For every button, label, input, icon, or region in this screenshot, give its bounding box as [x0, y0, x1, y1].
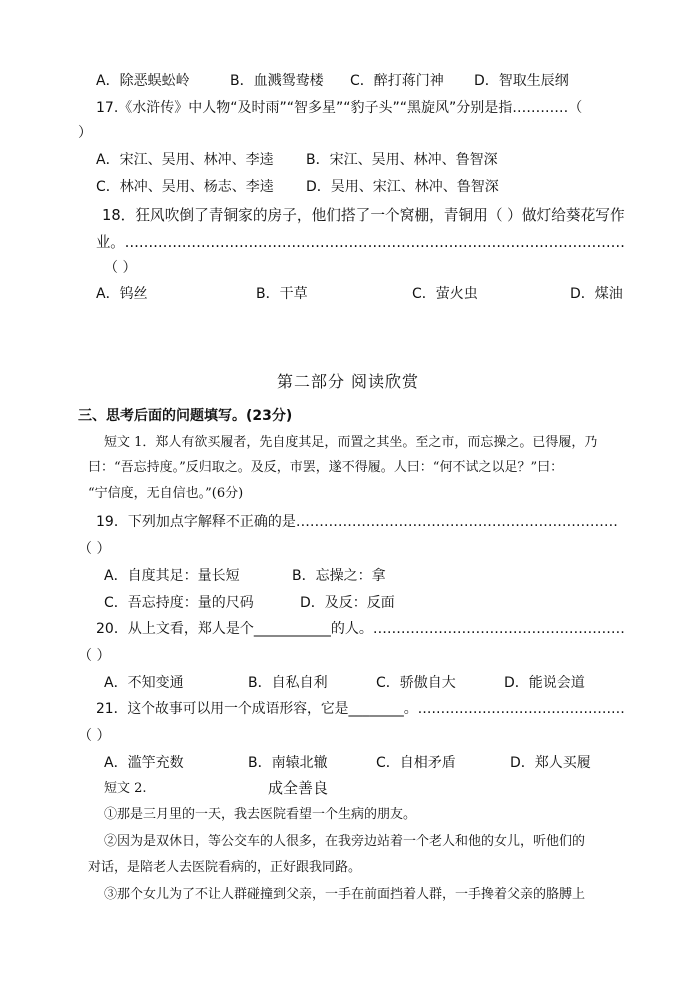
q20-option-b: B．自私自利	[248, 675, 328, 691]
q17-option-b: B．宋江、吴用、林冲、鲁智深	[306, 152, 498, 168]
q18-answer-blank: （ ）	[104, 260, 137, 276]
q19-option-d: D．及反：反面	[300, 595, 395, 611]
q19-option-a: A．自度其足：量长短	[104, 568, 240, 584]
passage1-line1: 短文 1．郑人有欲买履者，先自度其足，而置之其坐。至之市，而忘操之。已得履，乃	[104, 435, 598, 450]
q21-stem: 21．这个故事可以用一个成语形容，它是________。………………………………………	[96, 701, 625, 717]
passage1-line2: 曰：“吾忘持度。”反归取之。及反，市罢，遂不得履。人曰：“何不试之以足？”曰：	[88, 460, 564, 475]
passage2-paragraph3-line1: ③那个女儿为了不让人群碰撞到父亲，一手在前面挡着人群，一手搀着父亲的胳膊上	[104, 887, 586, 902]
q16-option-d: D．智取生辰纲	[474, 73, 569, 89]
q18-option-b: B．干草	[256, 286, 308, 302]
q19-stem: 19．下列加点字解释不正确的是……………………………………………………………	[96, 514, 618, 530]
q20-option-a: A．不知变通	[104, 675, 184, 691]
q18-option-a: A．钨丝	[96, 286, 148, 302]
q17-paren-close: ）	[78, 125, 92, 141]
part-two-title: 第二部分 阅读欣赏	[276, 372, 420, 391]
q17-option-d: D．吴用、宋江、林冲、鲁智深	[306, 179, 499, 195]
q18-option-d: D．煤油	[570, 286, 623, 302]
q21-option-b: B．南辕北辙	[248, 755, 328, 771]
q17-option-a: A．宋江、吴用、林冲、李逵	[96, 152, 274, 168]
q18-option-c: C．萤火虫	[412, 286, 478, 302]
q20-option-d: D．能说会道	[504, 675, 585, 691]
passage2-paragraph2-line1: ②因为是双休日，等公交车的人很多，在我旁边站着一个老人和他的女儿，听他们的	[104, 834, 586, 849]
q19-option-b: B．忘操之：拿	[292, 568, 386, 584]
q19-option-c: C．吾忘持度：量的尺码	[104, 595, 254, 611]
q21-option-c: C．自相矛盾	[376, 755, 456, 771]
q16-option-a: A．除恶蜈蚣岭	[96, 73, 190, 89]
passage2-label: 短文 2.	[104, 781, 147, 796]
q18-stem-line2: 业。……………………………………………………………………………………………	[96, 233, 625, 251]
q18-stem-line1: 18．狂风吹倒了青铜家的房子，他们搭了一个窝棚，青铜用（ ）做灯给葵花写作	[102, 206, 625, 224]
q17-option-c: C．林冲、吴用、杨志、李逵	[96, 179, 274, 195]
q16-option-c: C．醉打蒋门神	[350, 73, 444, 89]
q17-stem: 17.《水浒传》中人物“及时雨”“智多星”“豹子头”“黑旋风”分别是指…………（	[96, 100, 583, 116]
q21-answer-blank: （ ）	[78, 728, 111, 744]
passage2-paragraph1: ①那是三月里的一天，我去医院看望一个生病的朋友。	[104, 807, 417, 822]
q19-answer-blank: （ ）	[78, 541, 111, 557]
q20-stem: 20．从上文看，郑人是个___________的人。………………………………………………	[96, 621, 625, 637]
q21-option-d: D．郑人买履	[510, 755, 591, 771]
passage2-title: 成全善良	[268, 779, 329, 797]
q16-option-b: B．血溅鸳鸯楼	[230, 73, 324, 89]
passage1-line3: “宁信度，无自信也。”(6分)	[88, 486, 244, 501]
q21-option-a: A．滥竽充数	[104, 755, 184, 771]
passage2-paragraph2-line2: 对话，是陪老人去医院看病的，正好跟我同路。	[88, 860, 362, 875]
section3-heading: 三、思考后面的问题填写。(23分)	[78, 408, 293, 424]
q20-answer-blank: （ ）	[78, 648, 111, 664]
q20-option-c: C．骄傲自大	[376, 675, 456, 691]
